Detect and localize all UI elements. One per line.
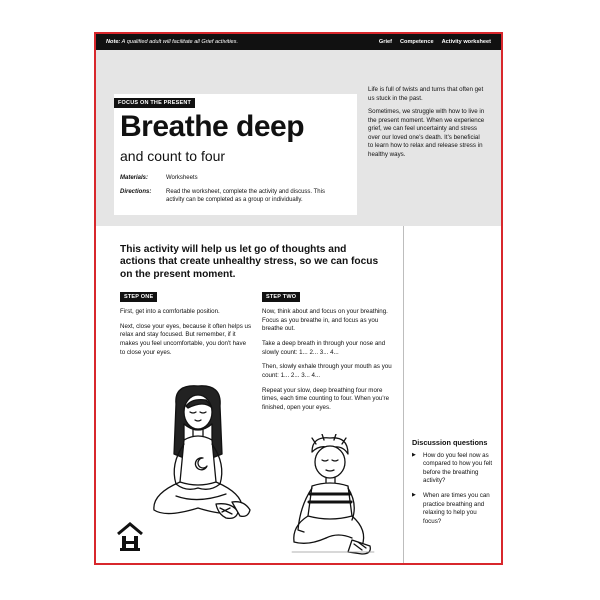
page-subtitle: and count to four <box>120 148 226 164</box>
focus-label: FOCUS ON THE PRESENT <box>114 98 195 108</box>
house-logo-icon <box>116 522 144 552</box>
step-one-label: STEP ONE <box>120 292 157 302</box>
arrow-icon: ▶ <box>412 492 416 499</box>
step-two-paragraph: Repeat your slow, deep breathing four more times, each time counting to four. When you're finished, open your eyes. <box>262 386 390 412</box>
activity-intro: This activity will help us let go of thoughts and actions that create unhealthy stress, so we can focus on the present moment. <box>120 244 379 280</box>
top-bar <box>96 34 501 50</box>
materials-key: Materials: <box>120 175 149 181</box>
tag-competence: Competence <box>399 39 434 45</box>
page-title: Breathe deep <box>120 110 305 143</box>
tag-activity-worksheet: Activity worksheet <box>441 39 491 45</box>
step-one-text <box>120 308 252 363</box>
directions-value: Read the worksheet, complete the activity and discuss. This activity can be completed as a group or individually. <box>166 189 325 204</box>
facilitator-note: Note: A qualified adult will facilitate all Grief activities. <box>106 39 239 45</box>
step-two-paragraph: Now, think about and focus on your breathing. Focus as you breathe in, and focus as you breathe out. <box>262 308 388 333</box>
sidebar-paragraph: Life is full of twists and turns that often get us stuck in the past. <box>368 86 484 102</box>
sidebar-intro <box>368 86 486 164</box>
tag-grief: Grief <box>378 39 392 45</box>
step-two-text <box>262 308 398 419</box>
step-one-paragraph: First, get into a comfortable position. <box>120 308 220 315</box>
boy-sitting-illustration <box>282 434 382 564</box>
step-one-paragraph: Next, close your eyes, because it often helps us relax and stay focused. But remember, if it makes you feel uncomfortable, you don't have to close your eyes. <box>120 322 252 356</box>
discussion-item: ▶ When are times you can practice breathing and relaxing to help you focus? <box>412 492 490 525</box>
directions-key: Directions: <box>120 189 152 195</box>
step-two-paragraph: Take a deep breath in through your nose and slowly count: 1... 2... 3... 4... <box>262 340 386 356</box>
step-two-paragraph: Then, slowly exhale through your mouth as you count: 1... 2... 3... 4... <box>262 363 392 380</box>
girl-meditating-illustration <box>146 384 266 544</box>
discussion-item: ▶ How do you feel now as compared to how you felt before the breathing activity? <box>412 452 493 485</box>
discussion-list <box>412 452 496 533</box>
sidebar-paragraph: Sometimes, we struggle with how to live in the present moment. When we experience grief, we can feel uncertainty and stress over our loved one's death. It's beneficial to learn how to relax and release stress in healthy ways. <box>368 108 485 158</box>
column-divider <box>403 226 404 565</box>
materials-value: Worksheets <box>166 175 198 181</box>
discussion-title: Discussion questions <box>412 438 488 447</box>
worksheet-page <box>94 32 503 565</box>
arrow-icon: ▶ <box>412 452 416 458</box>
step-two-label: STEP TWO <box>262 292 300 302</box>
category-tags <box>379 39 491 45</box>
